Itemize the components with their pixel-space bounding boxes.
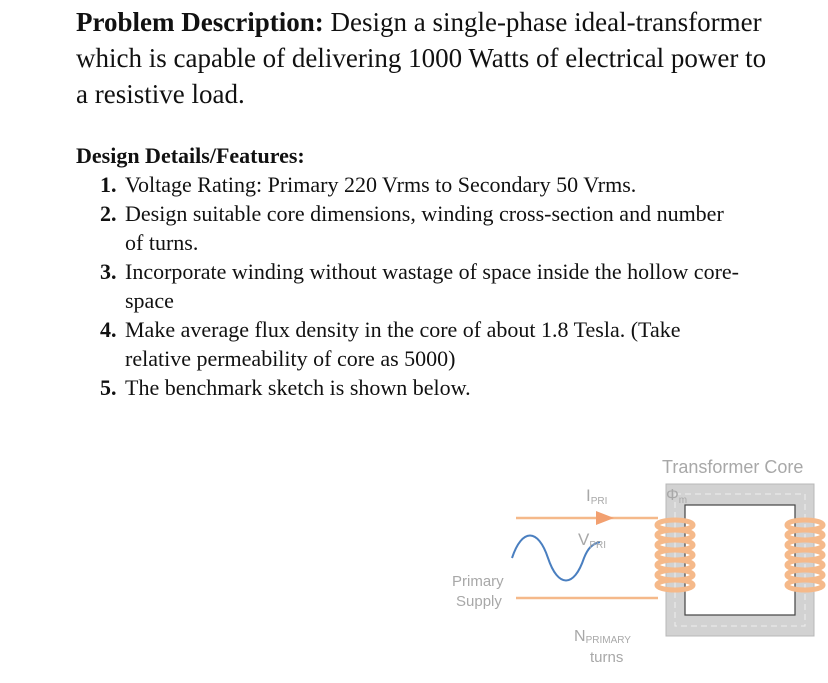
voltage-label: VPRI (578, 530, 607, 551)
item-number: 1. (100, 172, 117, 197)
flux-label: Φm (666, 487, 688, 506)
item-number: 5. (100, 375, 117, 400)
item-text: Make average flux density in the core of about 1.8 Tesla. (Take relative permeability of core as 5000) (125, 317, 681, 371)
details-list (100, 170, 740, 402)
benchmark-sketch (430, 448, 828, 683)
item-text: Incorporate winding without wastage of space inside the hollow core-space (125, 259, 739, 313)
turns-label: NPRIMARY (574, 628, 631, 646)
supply-label-line1: Primary (452, 573, 504, 590)
list-item (100, 373, 740, 402)
item-number: 2. (100, 201, 117, 226)
turns-word: turns (590, 649, 624, 666)
item-text: Design suitable core dimensions, winding cross-section and number of turns. (125, 201, 724, 255)
transformer-diagram (430, 448, 828, 683)
list-item (100, 199, 740, 257)
item-text: Voltage Rating: Primary 220 Vrms to Secondary 50 Vrms. (125, 172, 637, 197)
list-item (100, 170, 740, 199)
problem-label: Problem Description: (76, 7, 324, 37)
problem-description (76, 4, 776, 112)
list-item (100, 257, 740, 315)
supply-label-line2: Supply (456, 593, 502, 610)
item-text: The benchmark sketch is shown below. (125, 375, 471, 400)
current-arrow-icon (596, 511, 614, 525)
list-item (100, 315, 740, 373)
core-window (685, 505, 795, 615)
details-heading: Design Details/Features: (76, 143, 305, 168)
current-label: IPRI (586, 486, 608, 507)
item-number: 4. (100, 317, 117, 342)
core-label: Transformer Core (662, 457, 804, 477)
problem-text: Design a single-phase ideal-transformer which is capable of delivering 1000 Watts of electrical power to a resistive load. (76, 7, 767, 109)
item-number: 3. (100, 259, 117, 284)
